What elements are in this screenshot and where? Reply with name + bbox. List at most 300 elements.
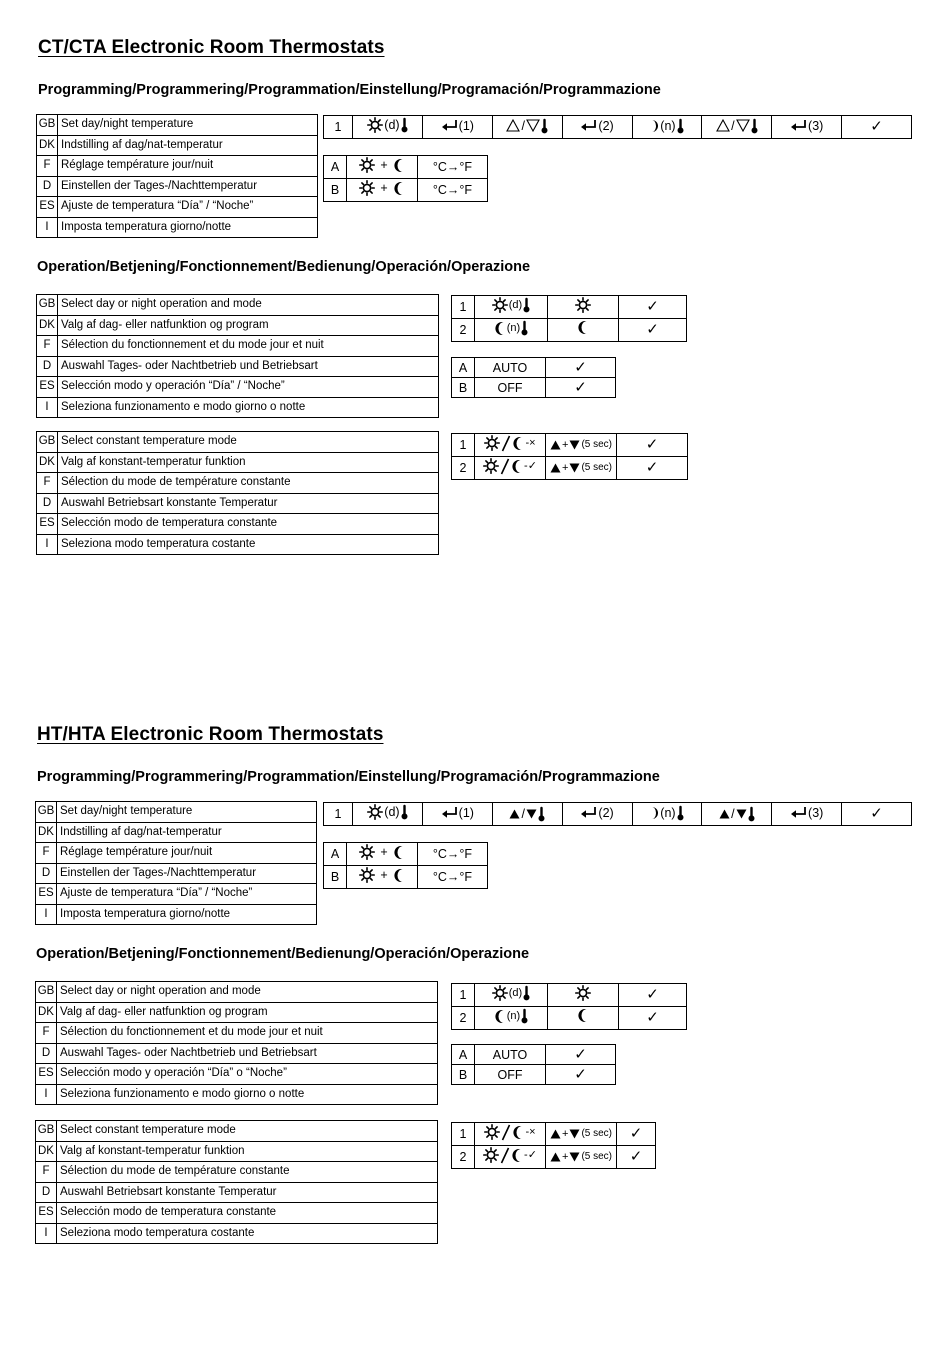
enter-icon bbox=[790, 119, 807, 132]
day-night-steps-table bbox=[451, 983, 687, 1030]
unit-toggle: °C→°F bbox=[418, 179, 488, 202]
table-row bbox=[324, 843, 488, 866]
instruction-text: Seleziona funzionamento e modo giorno o notte bbox=[57, 1084, 438, 1105]
enter-label: (2) bbox=[598, 805, 614, 820]
language-code: I bbox=[36, 1223, 57, 1244]
night-mode bbox=[548, 319, 619, 342]
language-code: GB bbox=[37, 432, 58, 453]
down-arrow-icon bbox=[736, 809, 747, 819]
thermometer-icon bbox=[401, 117, 408, 133]
language-code: D bbox=[37, 493, 58, 514]
mode-key: A bbox=[452, 358, 475, 378]
sun-moon-toggle bbox=[475, 1123, 546, 1146]
table-row bbox=[36, 802, 317, 823]
step-enter-2 bbox=[562, 803, 632, 826]
table-row bbox=[37, 356, 439, 377]
step-day-temp bbox=[353, 803, 423, 826]
table-row bbox=[36, 884, 317, 905]
table-row bbox=[37, 217, 318, 238]
constant-language-table bbox=[35, 1120, 438, 1244]
step-number: 2 bbox=[452, 319, 475, 342]
instruction-text: Ajuste de temperatura “Día” / “Noche” bbox=[58, 197, 318, 218]
instruction-text: Selección modo de temperatura constante bbox=[58, 514, 439, 535]
table-row bbox=[36, 1182, 438, 1203]
table-row bbox=[36, 1223, 438, 1244]
up-outline-arrow-icon bbox=[506, 119, 520, 132]
plus-sign: + bbox=[562, 1127, 569, 1140]
language-code: D bbox=[36, 863, 57, 884]
programming-steps-table bbox=[323, 115, 912, 139]
instruction-text: Auswahl Betriebsart konstante Temperatur bbox=[58, 493, 439, 514]
instruction-text: Select constant temperature mode bbox=[58, 432, 439, 453]
step-night-temp bbox=[632, 803, 702, 826]
table-row bbox=[36, 1002, 438, 1023]
table-row bbox=[36, 822, 317, 843]
enter-icon bbox=[580, 119, 597, 132]
table-row bbox=[452, 319, 687, 342]
table-row bbox=[36, 843, 317, 864]
instruction-text: Seleziona modo temperatura costante bbox=[58, 534, 439, 555]
plus-sign: + bbox=[380, 845, 388, 859]
slash-icon bbox=[500, 458, 510, 475]
instruction-text: Ajuste de temperatura “Día” / “Noche” bbox=[57, 884, 317, 905]
key-combo bbox=[546, 1146, 617, 1169]
up-arrow-icon bbox=[550, 440, 561, 450]
table-row bbox=[37, 473, 439, 494]
instruction-text: Auswahl Tages- oder Nachtbetrieb und Betriebsart bbox=[58, 356, 439, 377]
enter-label: (1) bbox=[458, 805, 474, 820]
table-row bbox=[37, 534, 439, 555]
sun-icon bbox=[575, 297, 591, 313]
down-arrow-icon bbox=[569, 440, 580, 450]
table-row bbox=[452, 1007, 687, 1030]
enter-icon bbox=[441, 806, 458, 819]
language-code: GB bbox=[36, 982, 57, 1003]
table-row bbox=[36, 1203, 438, 1224]
option-key: B bbox=[324, 866, 347, 889]
moon-icon bbox=[650, 806, 659, 820]
night-mode bbox=[548, 1007, 619, 1030]
moon-icon bbox=[512, 436, 524, 451]
language-code: D bbox=[36, 1182, 57, 1203]
instruction-text: Valg af konstant-temperatur funktion bbox=[58, 452, 439, 473]
up-arrow-icon bbox=[550, 1152, 561, 1162]
step-enter-3 bbox=[772, 803, 842, 826]
table-row bbox=[36, 1064, 438, 1085]
mode-value: OFF bbox=[475, 1065, 546, 1085]
unit-toggle: °C→°F bbox=[418, 843, 488, 866]
mode-key: B bbox=[452, 378, 475, 398]
instruction-text: Select day or night operation and mode bbox=[57, 982, 438, 1003]
table-row bbox=[37, 156, 318, 177]
step-night-temp bbox=[632, 116, 702, 139]
sun-icon bbox=[492, 985, 508, 1001]
check-mark: ✓ bbox=[619, 296, 687, 319]
operation-heading: Operation/Betjening/Fonctionnement/Bedienung/Operación/Operazione bbox=[37, 259, 531, 275]
plus-sign: + bbox=[562, 438, 569, 451]
language-code: ES bbox=[36, 1064, 57, 1085]
sun-icon bbox=[483, 1147, 499, 1163]
thermometer-icon bbox=[521, 320, 528, 336]
sun-moon-toggle bbox=[475, 434, 546, 457]
language-code: GB bbox=[36, 1121, 57, 1142]
constant-steps-table bbox=[451, 1122, 656, 1169]
duration-label: (5 sec) bbox=[581, 1150, 612, 1162]
up-arrow-icon bbox=[719, 809, 730, 819]
thermometer-icon bbox=[748, 806, 755, 822]
enter-label: (3) bbox=[808, 805, 824, 820]
day-label: (d) bbox=[508, 987, 523, 999]
language-code: D bbox=[37, 176, 58, 197]
night-label: (n) bbox=[660, 805, 676, 820]
check-mark: ✓ bbox=[546, 358, 616, 378]
table-row bbox=[37, 514, 439, 535]
enter-icon bbox=[790, 806, 807, 819]
table-row bbox=[37, 115, 318, 136]
check-mark: ✓ bbox=[619, 319, 687, 342]
night-select bbox=[475, 319, 548, 342]
table-row bbox=[452, 1123, 656, 1146]
step-enter-1 bbox=[422, 803, 492, 826]
night-label: (n) bbox=[506, 1010, 521, 1022]
day-label: (d) bbox=[384, 118, 400, 132]
day-label: (d) bbox=[508, 299, 523, 311]
table-row bbox=[36, 904, 317, 925]
thermometer-icon bbox=[751, 118, 758, 134]
step-number: 2 bbox=[452, 1146, 475, 1169]
instruction-text: Select constant temperature mode bbox=[57, 1121, 438, 1142]
key-combo bbox=[546, 457, 617, 480]
thermometer-icon bbox=[538, 806, 545, 822]
instruction-text: Set day/night temperature bbox=[57, 802, 317, 823]
mode-table bbox=[451, 357, 616, 398]
duration-label: (5 sec) bbox=[581, 461, 612, 473]
step-number: 1 bbox=[324, 116, 353, 139]
table-row bbox=[37, 452, 439, 473]
moon-icon bbox=[393, 868, 405, 883]
step-number: 1 bbox=[452, 434, 475, 457]
language-code: F bbox=[36, 1023, 57, 1044]
sun-icon bbox=[484, 435, 500, 451]
table-row bbox=[37, 397, 439, 418]
instruction-text: Imposta temperatura giorno/notte bbox=[58, 217, 318, 238]
moon-icon bbox=[511, 459, 523, 474]
instruction-text: Selección modo y operación “Día” / “Noche” bbox=[58, 377, 439, 398]
day-select bbox=[475, 984, 548, 1007]
up-arrow-icon bbox=[550, 463, 561, 473]
option-key: A bbox=[324, 156, 347, 179]
night-select bbox=[475, 1007, 548, 1030]
up-outline-arrow-icon bbox=[716, 119, 730, 132]
thermometer-icon bbox=[677, 118, 684, 134]
unit-options-table bbox=[323, 842, 488, 889]
thermometer-icon bbox=[521, 1008, 528, 1024]
table-row bbox=[452, 984, 687, 1007]
table-row bbox=[452, 296, 687, 319]
down-arrow-icon bbox=[526, 809, 537, 819]
language-code: F bbox=[37, 473, 58, 494]
instruction-text: Valg af konstant-temperatur funktion bbox=[57, 1141, 438, 1162]
language-code: DK bbox=[37, 315, 58, 336]
state-mark: -✓ bbox=[524, 1149, 537, 1161]
language-code: I bbox=[36, 1084, 57, 1105]
sun-icon bbox=[359, 867, 375, 883]
step-number: 1 bbox=[452, 1123, 475, 1146]
sun-moon-combo bbox=[347, 866, 418, 889]
sun-icon bbox=[483, 458, 499, 474]
table-row bbox=[36, 1162, 438, 1183]
night-label: (n) bbox=[660, 118, 676, 133]
instruction-text: Sélection du fonctionnement et du mode jour et nuit bbox=[57, 1023, 438, 1044]
check-mark: ✓ bbox=[619, 1007, 687, 1030]
step-number: 1 bbox=[452, 296, 475, 319]
sun-moon-combo bbox=[347, 156, 418, 179]
step-number: 1 bbox=[452, 984, 475, 1007]
language-code: ES bbox=[37, 197, 58, 218]
mode-table bbox=[451, 1044, 616, 1085]
sun-icon bbox=[575, 985, 591, 1001]
table-row bbox=[36, 1084, 438, 1105]
instruction-text: Auswahl Betriebsart konstante Temperatur bbox=[57, 1182, 438, 1203]
night-label: (n) bbox=[506, 322, 521, 334]
check-mark: ✓ bbox=[619, 984, 687, 1007]
check-mark: ✓ bbox=[546, 1045, 616, 1065]
check-mark: ✓ bbox=[617, 457, 688, 480]
language-code: DK bbox=[36, 822, 57, 843]
step-enter-3 bbox=[772, 116, 842, 139]
step-enter-1 bbox=[422, 116, 492, 139]
language-code: DK bbox=[37, 452, 58, 473]
enter-icon bbox=[441, 119, 458, 132]
check-mark: ✓ bbox=[842, 116, 912, 139]
language-code: ES bbox=[37, 514, 58, 535]
duration-label: (5 sec) bbox=[581, 1127, 612, 1139]
check-mark: ✓ bbox=[546, 378, 616, 398]
section-title: HT/HTA Electronic Room Thermostats bbox=[37, 724, 384, 745]
language-code: F bbox=[37, 336, 58, 357]
sun-moon-toggle bbox=[475, 1146, 546, 1169]
language-code: DK bbox=[37, 135, 58, 156]
moon-icon bbox=[494, 321, 506, 336]
table-row bbox=[37, 197, 318, 218]
day-select bbox=[475, 296, 548, 319]
moon-icon bbox=[577, 320, 589, 335]
table-row bbox=[36, 1043, 438, 1064]
table-row bbox=[36, 1023, 438, 1044]
instruction-text: Valg af dag- eller natfunktion og program bbox=[57, 1002, 438, 1023]
instruction-text: Einstellen der Tages-/Nachttemperatur bbox=[58, 176, 318, 197]
moon-icon bbox=[393, 845, 405, 860]
sun-moon-combo bbox=[347, 843, 418, 866]
thermometer-icon bbox=[401, 804, 408, 820]
duration-label: (5 sec) bbox=[581, 438, 612, 450]
instruction-text: Selección modo de temperatura constante bbox=[57, 1203, 438, 1224]
table-row bbox=[37, 336, 439, 357]
programming-language-table bbox=[35, 801, 317, 925]
operation-language-table bbox=[35, 981, 438, 1105]
language-code: DK bbox=[36, 1141, 57, 1162]
up-arrow-icon bbox=[509, 809, 520, 819]
step-adjust-1: / bbox=[492, 116, 562, 139]
plus-sign: + bbox=[380, 181, 388, 195]
language-code: F bbox=[36, 1162, 57, 1183]
language-code: GB bbox=[37, 115, 58, 136]
table-row bbox=[452, 1065, 616, 1085]
language-code: ES bbox=[36, 1203, 57, 1224]
language-code: F bbox=[36, 843, 57, 864]
up-arrow-icon bbox=[550, 1129, 561, 1139]
state-mark: -✓ bbox=[524, 460, 537, 472]
day-mode bbox=[548, 296, 619, 319]
enter-label: (1) bbox=[458, 118, 474, 133]
table-row bbox=[452, 358, 616, 378]
instruction-text: Auswahl Tages- oder Nachtbetrieb und Betriebsart bbox=[57, 1043, 438, 1064]
down-outline-arrow-icon bbox=[736, 119, 750, 132]
sun-icon bbox=[359, 844, 375, 860]
language-code: D bbox=[37, 356, 58, 377]
sun-icon bbox=[367, 117, 383, 133]
enter-icon bbox=[580, 806, 597, 819]
option-key: B bbox=[324, 179, 347, 202]
plus-sign: + bbox=[562, 461, 569, 474]
table-row bbox=[324, 866, 488, 889]
programming-heading: Programming/Programmering/Programmation/Einstellung/Programación/Programmazione bbox=[38, 82, 661, 98]
thermometer-icon bbox=[541, 118, 548, 134]
section-title: CT/CTA Electronic Room Thermostats bbox=[38, 37, 385, 58]
instruction-text: Einstellen der Tages-/Nachttemperatur bbox=[57, 863, 317, 884]
state-mark: -× bbox=[525, 1126, 536, 1138]
instruction-text: Indstilling af dag/nat-temperatur bbox=[57, 822, 317, 843]
table-row bbox=[36, 1121, 438, 1142]
mode-value: AUTO bbox=[475, 358, 546, 378]
programming-language-table bbox=[36, 114, 318, 238]
instruction-text: Indstilling af dag/nat-temperatur bbox=[58, 135, 318, 156]
language-code: ES bbox=[37, 377, 58, 398]
down-arrow-icon bbox=[569, 463, 580, 473]
instruction-text: Réglage température jour/nuit bbox=[58, 156, 318, 177]
instruction-text: Sélection du fonctionnement et du mode jour et nuit bbox=[58, 336, 439, 357]
table-row bbox=[324, 179, 488, 202]
day-mode bbox=[548, 984, 619, 1007]
down-arrow-icon bbox=[569, 1129, 580, 1139]
language-code: DK bbox=[36, 1002, 57, 1023]
step-number: 1 bbox=[324, 803, 353, 826]
check-mark: ✓ bbox=[617, 1146, 656, 1169]
table-row bbox=[324, 803, 912, 826]
language-code: GB bbox=[37, 295, 58, 316]
mode-key: B bbox=[452, 1065, 475, 1085]
moon-icon bbox=[511, 1148, 523, 1163]
moon-icon bbox=[650, 119, 659, 133]
step-adjust-1: / bbox=[492, 803, 562, 826]
table-row bbox=[452, 1045, 616, 1065]
instruction-text: Sélection du mode de température constante bbox=[57, 1162, 438, 1183]
instruction-text: Sélection du mode de température constante bbox=[58, 473, 439, 494]
table-row bbox=[37, 135, 318, 156]
state-mark: -× bbox=[525, 437, 536, 449]
key-combo bbox=[546, 1123, 617, 1146]
instruction-text: Réglage température jour/nuit bbox=[57, 843, 317, 864]
moon-icon bbox=[494, 1009, 506, 1024]
language-code: I bbox=[37, 397, 58, 418]
programming-steps-table bbox=[323, 802, 912, 826]
plus-sign: + bbox=[562, 1150, 569, 1163]
language-code: F bbox=[37, 156, 58, 177]
moon-icon bbox=[393, 158, 405, 173]
unit-options-table bbox=[323, 155, 488, 202]
table-row bbox=[37, 432, 439, 453]
instruction-text: Select day or night operation and mode bbox=[58, 295, 439, 316]
language-code: D bbox=[36, 1043, 57, 1064]
constant-steps-table bbox=[451, 433, 688, 480]
table-row bbox=[324, 116, 912, 139]
key-combo bbox=[546, 434, 617, 457]
operation-heading: Operation/Betjening/Fonctionnement/Bedienung/Operación/Operazione bbox=[36, 946, 530, 962]
option-key: A bbox=[324, 843, 347, 866]
plus-sign: + bbox=[380, 158, 388, 172]
mode-value: OFF bbox=[475, 378, 546, 398]
sun-moon-toggle bbox=[475, 457, 546, 480]
plus-sign: + bbox=[380, 868, 388, 882]
thermometer-icon bbox=[677, 805, 684, 821]
table-row bbox=[37, 315, 439, 336]
table-row bbox=[36, 1141, 438, 1162]
unit-toggle: °C→°F bbox=[418, 866, 488, 889]
step-day-temp bbox=[353, 116, 423, 139]
instruction-text: Selección modo y operación “Día” o “Noche” bbox=[57, 1064, 438, 1085]
instruction-text: Imposta temperatura giorno/notte bbox=[57, 904, 317, 925]
down-arrow-icon bbox=[569, 1152, 580, 1162]
sun-icon bbox=[359, 157, 375, 173]
operation-language-table bbox=[36, 294, 439, 418]
table-row bbox=[36, 982, 438, 1003]
down-outline-arrow-icon bbox=[526, 119, 540, 132]
step-enter-2 bbox=[562, 116, 632, 139]
sun-icon bbox=[484, 1124, 500, 1140]
step-number: 2 bbox=[452, 457, 475, 480]
enter-label: (2) bbox=[598, 118, 614, 133]
table-row bbox=[452, 1146, 656, 1169]
language-code: I bbox=[36, 904, 57, 925]
thermometer-icon bbox=[523, 985, 530, 1001]
instruction-text: Set day/night temperature bbox=[58, 115, 318, 136]
unit-toggle: °C→°F bbox=[418, 156, 488, 179]
table-row bbox=[36, 863, 317, 884]
instruction-text: Seleziona modo temperatura costante bbox=[57, 1223, 438, 1244]
sun-icon bbox=[359, 180, 375, 196]
thermometer-icon bbox=[523, 297, 530, 313]
instruction-text: Valg af dag- eller natfunktion og program bbox=[58, 315, 439, 336]
slash-icon bbox=[501, 1124, 511, 1141]
table-row bbox=[37, 377, 439, 398]
language-code: I bbox=[37, 534, 58, 555]
check-mark: ✓ bbox=[546, 1065, 616, 1085]
table-row bbox=[452, 434, 688, 457]
step-adjust-2: / bbox=[702, 803, 772, 826]
mode-value: AUTO bbox=[475, 1045, 546, 1065]
step-adjust-2: / bbox=[702, 116, 772, 139]
day-night-steps-table bbox=[451, 295, 687, 342]
table-row bbox=[452, 457, 688, 480]
table-row bbox=[37, 295, 439, 316]
check-mark: ✓ bbox=[617, 434, 688, 457]
language-code: ES bbox=[36, 884, 57, 905]
sun-icon bbox=[367, 804, 383, 820]
table-row bbox=[37, 493, 439, 514]
instruction-text: Seleziona funzionamento e modo giorno o notte bbox=[58, 397, 439, 418]
slash-icon bbox=[501, 435, 511, 452]
moon-icon bbox=[393, 181, 405, 196]
